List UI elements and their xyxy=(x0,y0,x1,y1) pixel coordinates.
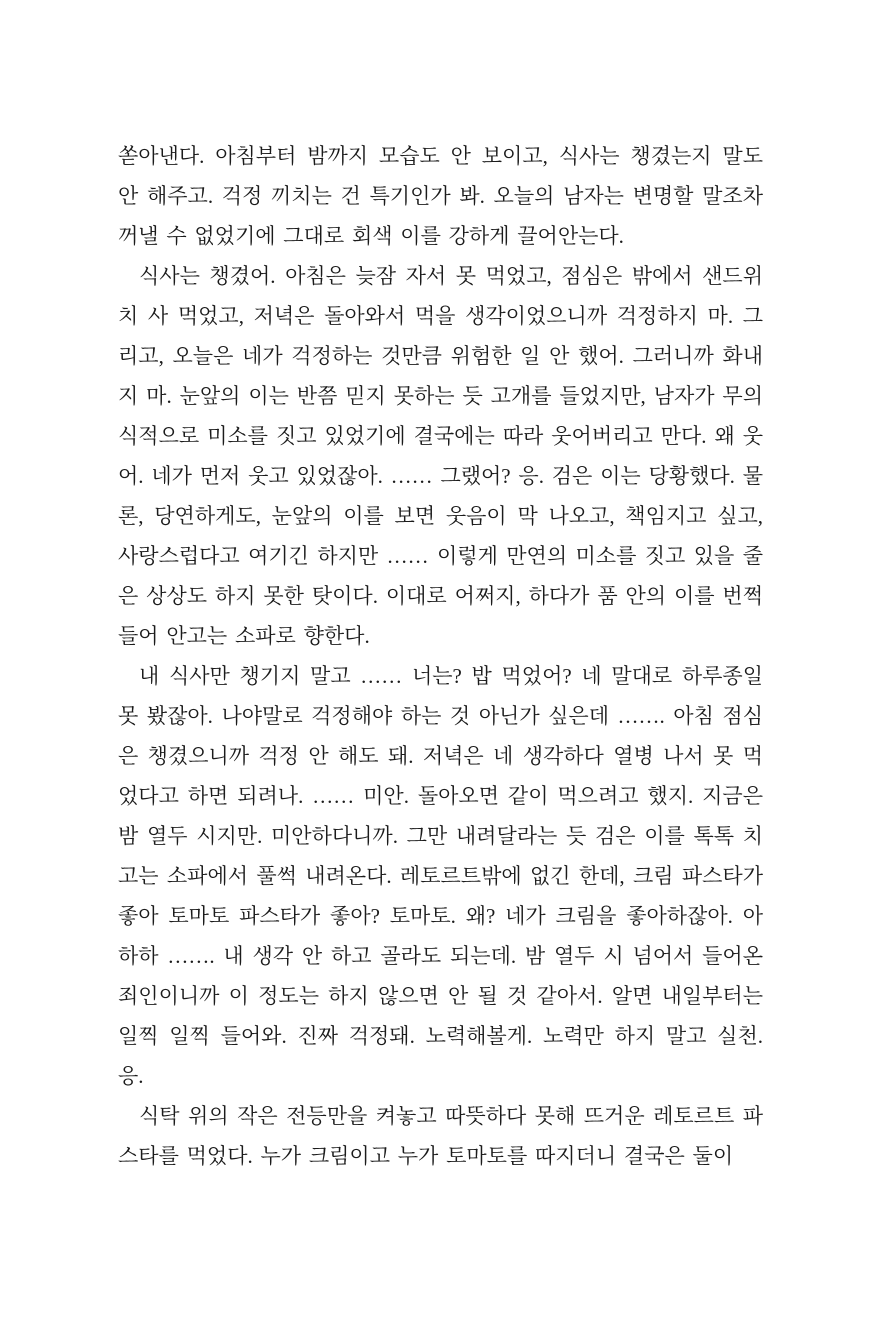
paragraph: 내 식사만 챙기지 말고 …… 너는? 밥 먹었어? 네 말대로 하루종일 못 봤잖아. 나야말로 걱정해야 하는 것 아닌가 싶은데 ……. 아침 점심은 챙겼으니까 걱정 안 해도 돼. 저녁은 네 생각하다 열병 나서 못 먹었다고 하면 되려나. …… 미안. 돌아오면 같이 먹으려고 했지. 지금은 밤 열두 시지만. 미안하다니까. 그만 내려달라는 듯 검은 이를 톡톡 치고는 소파에서 풀썩 내려온다. 레토르트밖에 없긴 한데, 크림 파스타가 좋아 토마토 파스타가 좋아? 토마토. 왜? 네가 크림을 좋아하잖아. 아하하 ……. 내 생각 안 하고 골라도 되는데. 밤 열두 시 넘어서 들어온 죄인이니까 이 정도는 하지 않으면 안 될 것 같아서. 알면 내일부터는 일찍 일찍 들어와. 진짜 걱정돼. 노력해볼게. 노력만 하지 말고 실천. 응. xyxy=(118,664,763,1088)
paragraph: 식탁 위의 작은 전등만을 켜놓고 따뜻하다 못해 뜨거운 레토르트 파스타를 먹었다. 누가 크림이고 누가 토마토를 따지더니 결국은 둘이 xyxy=(118,1104,763,1168)
paragraph: 쏟아낸다. 아침부터 밤까지 모습도 안 보이고, 식사는 챙겼는지 말도 안 해주고. 걱정 끼치는 건 특기인가 봐. 오늘의 남자는 변명할 말조차 꺼낼 수 없었기에 그대로 회색 이를 강하게 끌어안는다. xyxy=(118,144,763,248)
paragraph: 식사는 챙겼어. 아침은 늦잠 자서 못 먹었고, 점심은 밖에서 샌드위치 사 먹었고, 저녁은 돌아와서 먹을 생각이었으니까 걱정하지 마. 그리고, 오늘은 네가 걱정하는 것만큼 위험한 일 안 했어. 그러니까 화내지 마. 눈앞의 이는 반쯤 믿지 못하는 듯 고개를 들었지만, 남자가 무의식적으로 미소를 짓고 있었기에 결국에는 따라 웃어버리고 만다. 왜 웃어. 네가 먼저 웃고 있었잖아. …… 그랬어? 응. 검은 이는 당황했다. 물론, 당연하게도, 눈앞의 이를 보면 웃음이 막 나오고, 책임지고 싶고, 사랑스럽다고 여기긴 하지만 …… 이렇게 만연의 미소를 짓고 있을 줄은 상상도 하지 못한 탓이다. 이대로 어쩌지, 하다가 품 안의 이를 번쩍 들어 안고는 소파로 향한다. xyxy=(118,264,763,648)
body-text xyxy=(118,136,763,1176)
